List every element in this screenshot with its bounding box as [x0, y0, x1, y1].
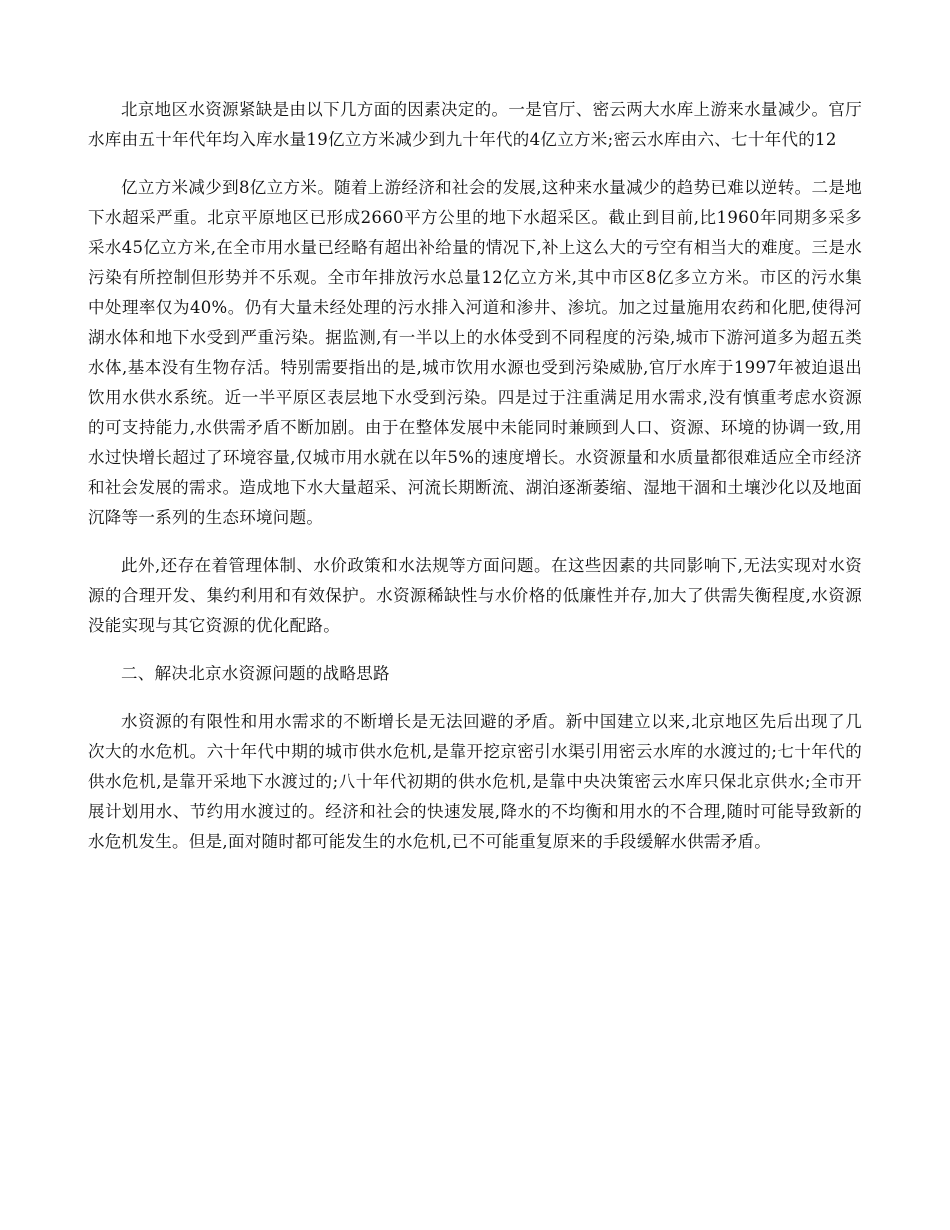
paragraph-water-shortage-details: 亿立方米减少到8亿立方米。随着上游经济和社会的发展,这种来水量减少的趋势已难以逆转。二是地下水超采严重。北京平原地区已形成2660平方公里的地下水超采区。截止到目前,比1960年同期多采多采水45亿立方米,在全市用水量已经略有超出补给量的情况下,补上这么大的亏空有相当大的难度。三是水污染有所控制但形势并不乐观。全市年排放污水总量12亿立方米,其中市区8亿多立方米。市区的污水集中处理率仅为40%。仍有大量未经处理的污水排入河道和渗井、渗坑。加之过量施用农药和化肥,使得河湖水体和地下水受到严重污染。据监测,有一半以上的水体受到不同程度的污染,城市下游河道多为超五类水体,基本没有生物存活。特别需要指出的是,城市饮用水源也受到污染威胁,官厅水库于1997年被迫退出饮用水供水系统。近一半平原区表层地下水受到污染。四是过于注重满足用水需求,没有慎重考虑水资源的可支持能力,水供需矛盾不断加剧。由于在整体发展中未能同时兼顾到人口、资源、环境的协调一致,用水过快增长超过了环境容量,仅城市用水就在以年5%的速度增长。水资源量和水质量都很难适应全市经济和社会发展的需求。造成地下水大量超采、河流长期断流、湖泊逐渐萎缩、湿地干涸和土壤沙化以及地面沉降等一系列的生态环境问题。 [88, 178, 862, 527]
paragraph-water-shortage-causes: 北京地区水资源紧缺是由以下几方面的因素决定的。一是官厅、密云两大水库上游来水量减少。官厅水库由五十年代年均入库水量19亿立方米减少到九十年代的4亿立方米;密云水库由六、七十年代的12 [88, 100, 862, 149]
paragraph-water-crisis-history: 水资源的有限性和用水需求的不断增长是无法回避的矛盾。新中国建立以来,北京地区先后出现了几次大的水危机。六十年代中期的城市供水危机,是靠开挖京密引水渠引用密云水库的水渡过的;七十年代的供水危机,是靠开采地下水渡过的;八十年代初期的供水危机,是靠中央决策密云水库只保北京供水;全市开展计划用水、节约用水渡过的。经济和社会的快速发展,降水的不均衡和用水的不合理,随时可能导致新的水危机发生。但是,面对随时都可能发生的水危机,已不可能重复原来的手段缓解水供需矛盾。 [88, 712, 862, 851]
paragraph-management-issues: 此外,还存在着管理体制、水价政策和水法规等方面问题。在这些因素的共同影响下,无法实现对水资源的合理开发、集约利用和有效保护。水资源稀缺性与水价格的低廉性并存,加大了供需失衡程度,水资源没能实现与其它资源的优化配路。 [88, 556, 862, 635]
section-heading: 二、解决北京水资源问题的战略思路 [121, 664, 390, 683]
